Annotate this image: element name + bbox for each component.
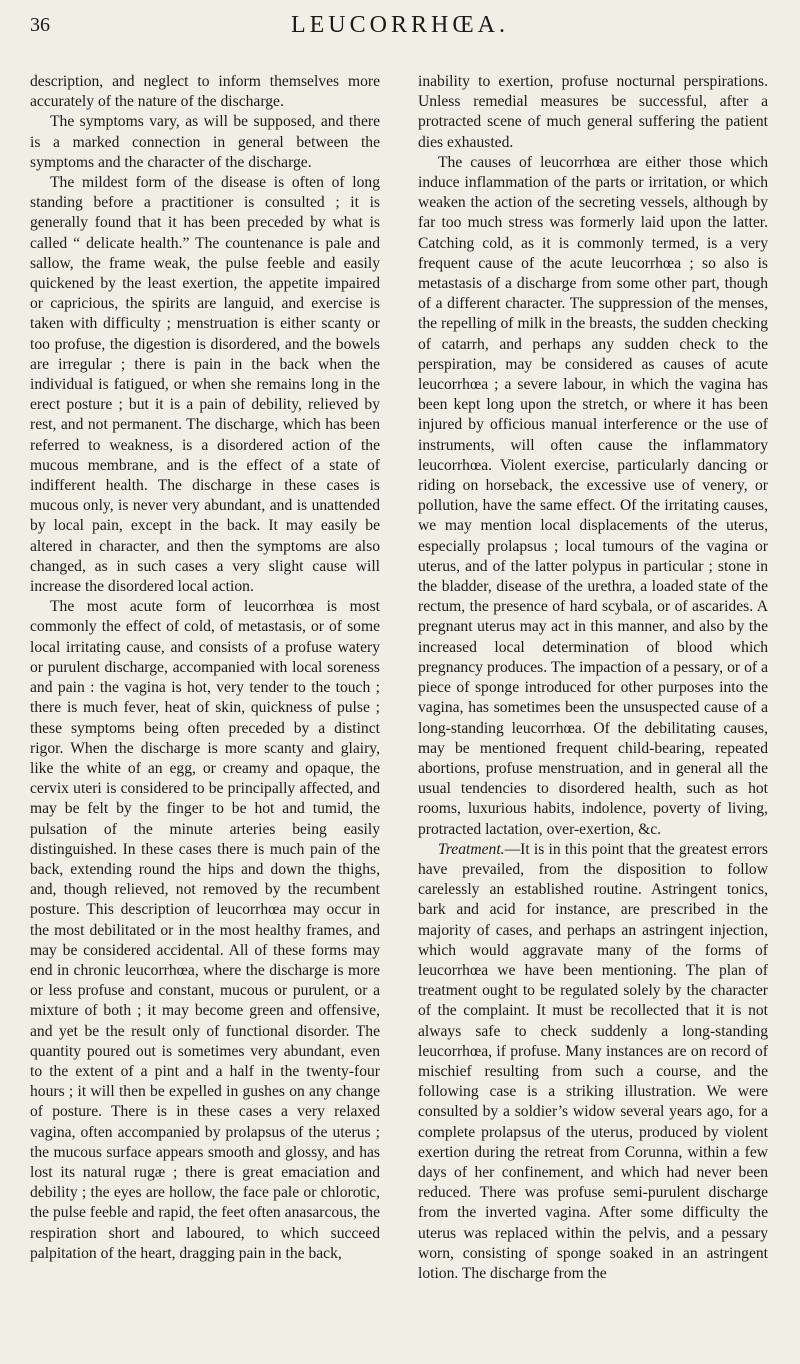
running-title: LEUCORRHŒA. [290, 12, 509, 38]
paragraph: inability to exertion, profuse nocturnal perspirations. Unless remedial measures be successful, after a protracted scene of much general suffering the patient dies exhausted. [418, 73, 768, 151]
paragraph: description, and neglect to inform themselves more accurately of the nature of the discharge. [30, 73, 380, 111]
right-column [418, 72, 768, 1284]
paragraph: The most acute form of leucorrhœa is most commonly the effect of cold, of metastasis, or of some local irritating cause, and consists of a profuse watery or purulent discharge, accompanied with local soreness and pain : the vagina is hot, very tender to the touch ; there is much fever, heat of skin, quickness of pulse ; these symptoms being often preceded by a distinct rigor. When the discharge is more scanty and glairy, like the white of an egg, or creamy and opaque, the cervix uteri is considered to be principally affected, and may be felt by the finger to be hot and tumid, the pulsation of the minute arteries being easily distinguished. In these cases there is much pain of the back, extending round the hips and down the thighs, and, though relieved, not removed by the recumbent posture. This description of leucorrhœa may occur in the most debilitated or in the most healthy frames, and may be considered accidental. All of these forms may end in chronic leucorrhœa, where the discharge is more or less profuse and constant, mucous or purulent, or a mixture of both ; it may become green and offensive, and yet be the result only of functional disorder. The quantity poured out is sometimes very abundant, even to the extent of a pint and a half in the twenty-four hours ; it will then be expelled in gushes on any change of posture. There is in these cases a very relaxed vagina, often accompanied by prolapsus of the uterus ; the mucous surface appears smooth and glossy, and has lost its natural rugæ ; there is great emaciation and debility ; the eyes are hollow, the face pale or chlorotic, the pulse feeble and rapid, the feet often anasarcous, the respiration short and laboured, to which succeed palpitation of the heart, dragging pain in the back, [30, 598, 380, 1262]
page-header [30, 8, 770, 48]
treatment-paragraph [418, 840, 768, 1284]
treatment-heading: Treatment. [438, 840, 505, 858]
paragraph: The causes of leucorrhœa are either those which induce inflammation of the parts or irritation, or which weaken the action of the secreting vessels, although by far too much stress was formerly laid upon the latter. Catching cold, as it is commonly termed, is a very frequent cause of the acute leucorrhœa ; so also is metastasis of a discharge from some other part, though of a different character. The suppression of the menses, the repelling of milk in the breasts, the sudden checking of catarrh, and perhaps any sudden check to the perspiration, may be considered as causes of acute leucorrhœa ; a severe labour, in which the vagina has been kept long upon the stretch, or where it has been injured by officious manual interference or the use of instruments, will often cause the inflammatory leucorrhœa. Violent exercise, particularly dancing or riding on horseback, the excessive use of venery, or pollution, have the same effect. Of the irritating causes, we may mention local displacements of the uterus, especially prolapsus ; local tumours of the vagina or uterus, and of the latter polypus in particular ; stone in the bladder, disease of the urethra, a loaded state of the rectum, the presence of hard scybala, or of ascarides. A pregnant uterus may act in this manner, and also by the increased local determination of blood which pregnancy produces. The impaction of a pessary, or of a piece of sponge introduced for other purposes into the vagina, has sometimes been the unsuspected cause of a long-standing leucorrhœa. Of the debilitating causes, may be mentioned frequent child-bearing, repeated abortions, profuse menstruation, and in general all the usual tendencies to disordered health, such as hot rooms, luxurious habits, indolence, poverty of living, protracted lactation, over-exertion, &c. [418, 153, 768, 838]
left-column [30, 72, 380, 1264]
page-number: 36 [30, 14, 50, 36]
paragraph: The mildest form of the disease is often of long standing before a practitioner is consulted ; it is generally found that it has been preceded by what is called “ delicate health.” The countenance is pale and sallow, the frame weak, the pulse feeble and easily quickened by the least exertion, the appetite impaired or capricious, the spirits are languid, and exercise is taken with difficulty ; menstruation is either scanty or too profuse, the digestion is disordered, and the bowels are irregular ; there is pain in the back when the individual is fatigued, or when she remains long in the erect posture ; but it is a pain of debility, relieved by rest, and not permanent. The discharge, which has been referred to weakness, is a disordered action of the mucous membrane, and is the effect of a state of indifferent health. The discharge in these cases is mucous only, is never very abundant, and is unattended by local pain, except in the back. It may easily be altered in character, and then the symptoms are also changed, as in such cases a very slight cause will increase the disordered local action. [30, 174, 380, 596]
treatment-text: —It is in this point that the greatest errors have prevailed, from the disposition to follow carelessly an established routine. Astringent tonics, bark and acid for instance, are prescribed in the majority of cases, and perhaps an astringent injection, which would aggravate many of the forms of leucorrhœa we have been mentioning. The plan of treatment ought to be regulated solely by the character of the complaint. It must be recollected that it is not always safe to check suddenly a long-standing leucorrhœa, if profuse. Many instances are on record of mischief resulting from such a course, and the following case is a striking illustration. We were consulted by a soldier’s widow several years ago, for a complete prolapsus of the uterus, produced by violent exertion during the retreat from Corunna, within a few days of her confinement, and which had never been reduced. There was profuse semi-purulent discharge from the inverted vagina. After some difficulty the uterus was replaced within the pelvis, and a pessary worn, consisting of sponge soaked in an astringent lotion. The discharge from the [418, 840, 768, 1282]
paragraph: The symptoms vary, as will be supposed, and there is a marked connection in general between the symptoms and the character of the discharge. [30, 113, 380, 171]
